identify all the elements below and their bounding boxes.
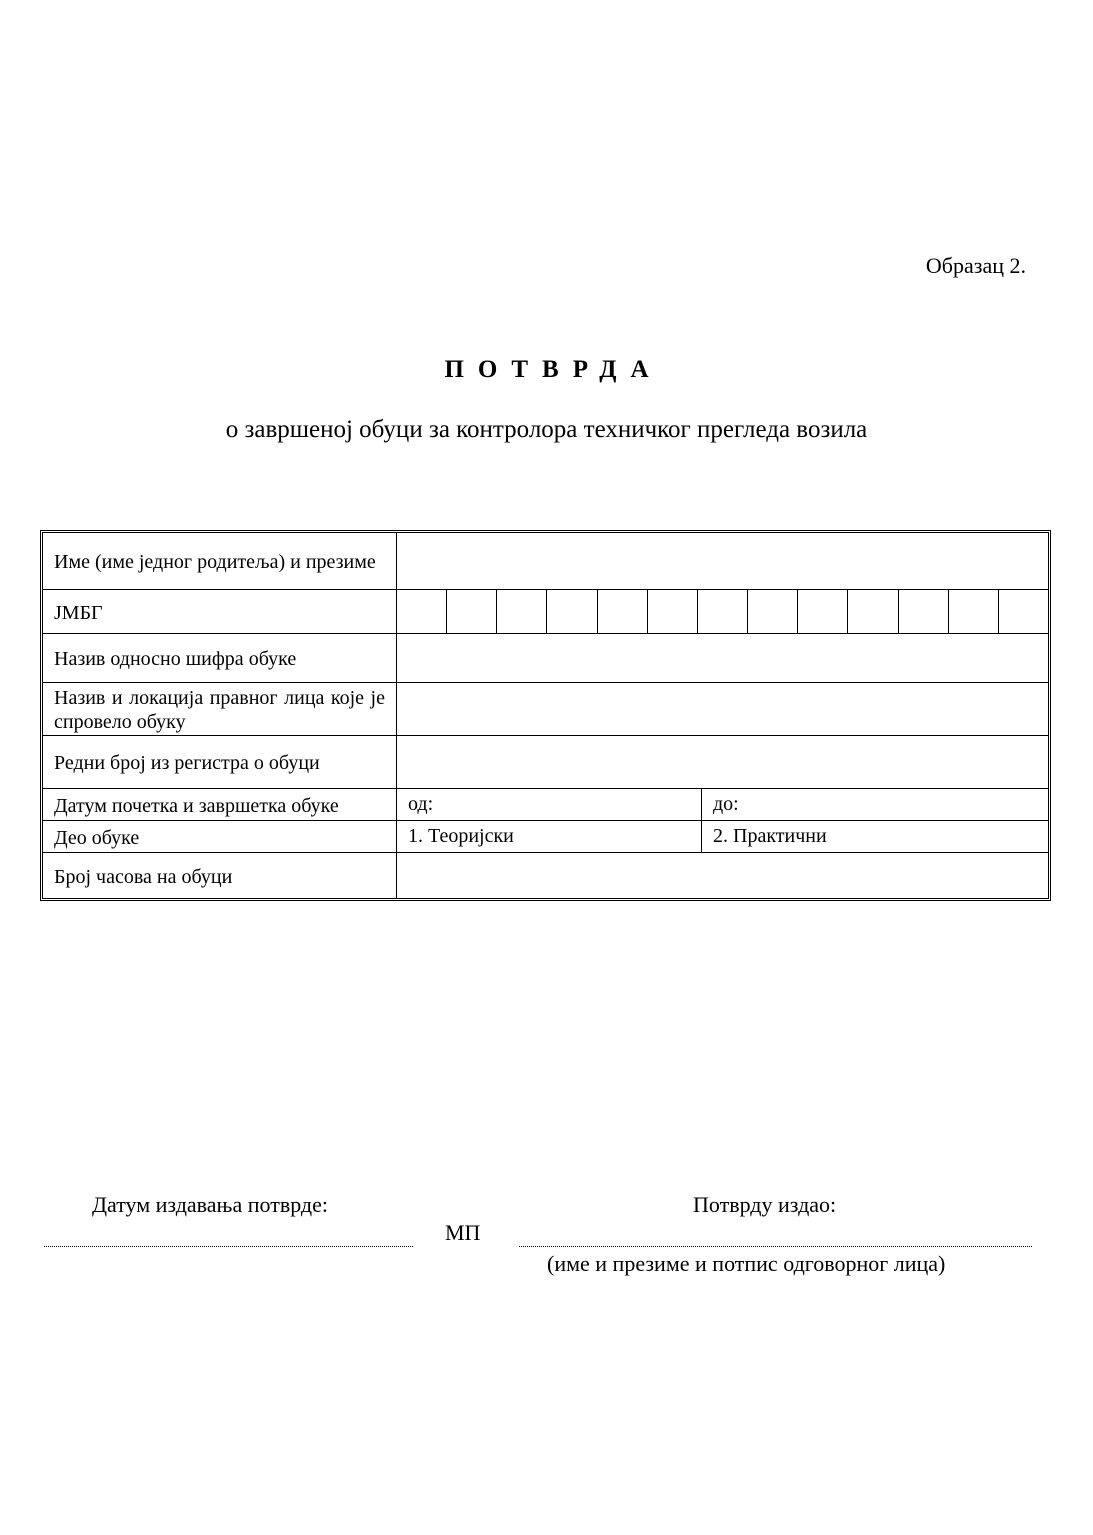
register-label: Редни број из регистра о обуци bbox=[43, 736, 397, 788]
table-row-hours bbox=[43, 853, 1048, 898]
document-title: ПОТВРДА bbox=[444, 356, 663, 383]
date-to-label: до: bbox=[713, 793, 739, 815]
jmbg-label: ЈМБГ bbox=[43, 590, 397, 633]
jmbg-digit-box[interactable] bbox=[798, 590, 848, 633]
jmbg-digit-box[interactable] bbox=[397, 590, 447, 633]
table-row-course bbox=[43, 634, 1048, 683]
hours-label: Број часова на обуци bbox=[43, 853, 397, 898]
stamp-label: МП bbox=[445, 1220, 481, 1245]
table-row-part bbox=[43, 821, 1048, 853]
table-row-provider bbox=[43, 683, 1048, 736]
table-row-jmbg bbox=[43, 590, 1048, 634]
date-to-field[interactable] bbox=[702, 789, 1048, 820]
jmbg-digit-box[interactable] bbox=[949, 590, 999, 633]
course-field[interactable] bbox=[397, 634, 1048, 682]
issue-date-line[interactable] bbox=[44, 1246, 413, 1247]
jmbg-digit-box[interactable] bbox=[748, 590, 798, 633]
signature-line[interactable] bbox=[519, 1246, 1032, 1247]
provider-field[interactable] bbox=[397, 683, 1048, 735]
name-label: Име (име једног родитеља) и презиме bbox=[43, 533, 397, 589]
document-subtitle: о завршеној обуци за контролора техничког прегледа возила bbox=[225, 416, 868, 443]
jmbg-digit-box[interactable] bbox=[447, 590, 497, 633]
signature-caption: (име и презиме и потпис одговорног лица) bbox=[547, 1251, 946, 1276]
table-row-name bbox=[43, 533, 1048, 590]
table-row-dates bbox=[43, 789, 1048, 821]
part-label: Део обуке bbox=[43, 821, 397, 852]
confirmation-table bbox=[40, 530, 1051, 901]
jmbg-digit-box[interactable] bbox=[899, 590, 949, 633]
part-theory-label: 1. Теоријски bbox=[408, 825, 514, 847]
part-theory-field[interactable] bbox=[397, 821, 702, 852]
jmbg-digit-box[interactable] bbox=[698, 590, 748, 633]
issue-date-label: Датум издавања потврде: bbox=[92, 1192, 328, 1217]
jmbg-digit-box[interactable] bbox=[497, 590, 547, 633]
dates-label: Датум почетка и завршетка обуке bbox=[43, 789, 397, 820]
jmbg-digit-box[interactable] bbox=[999, 590, 1048, 633]
name-field[interactable] bbox=[397, 533, 1048, 589]
provider-label: Назив и локација правног лица које је спровело обуку bbox=[43, 683, 397, 735]
jmbg-digit-box[interactable] bbox=[547, 590, 597, 633]
part-practice-label: 2. Практични bbox=[713, 825, 827, 847]
date-from-field[interactable] bbox=[397, 789, 702, 820]
date-from-label: од: bbox=[408, 793, 434, 815]
jmbg-digit-box[interactable] bbox=[648, 590, 698, 633]
part-practice-field[interactable] bbox=[702, 821, 1048, 852]
register-field[interactable] bbox=[397, 736, 1048, 788]
course-label: Назив односно шифра обуке bbox=[43, 634, 397, 682]
issued-by-label: Потврду издао: bbox=[693, 1192, 837, 1217]
jmbg-digit-box[interactable] bbox=[598, 590, 648, 633]
table-row-register bbox=[43, 736, 1048, 789]
jmbg-digit-box[interactable] bbox=[848, 590, 898, 633]
hours-field[interactable] bbox=[397, 853, 1048, 898]
jmbg-field[interactable] bbox=[397, 590, 1048, 633]
form-number: Образац 2. bbox=[925, 253, 1026, 278]
